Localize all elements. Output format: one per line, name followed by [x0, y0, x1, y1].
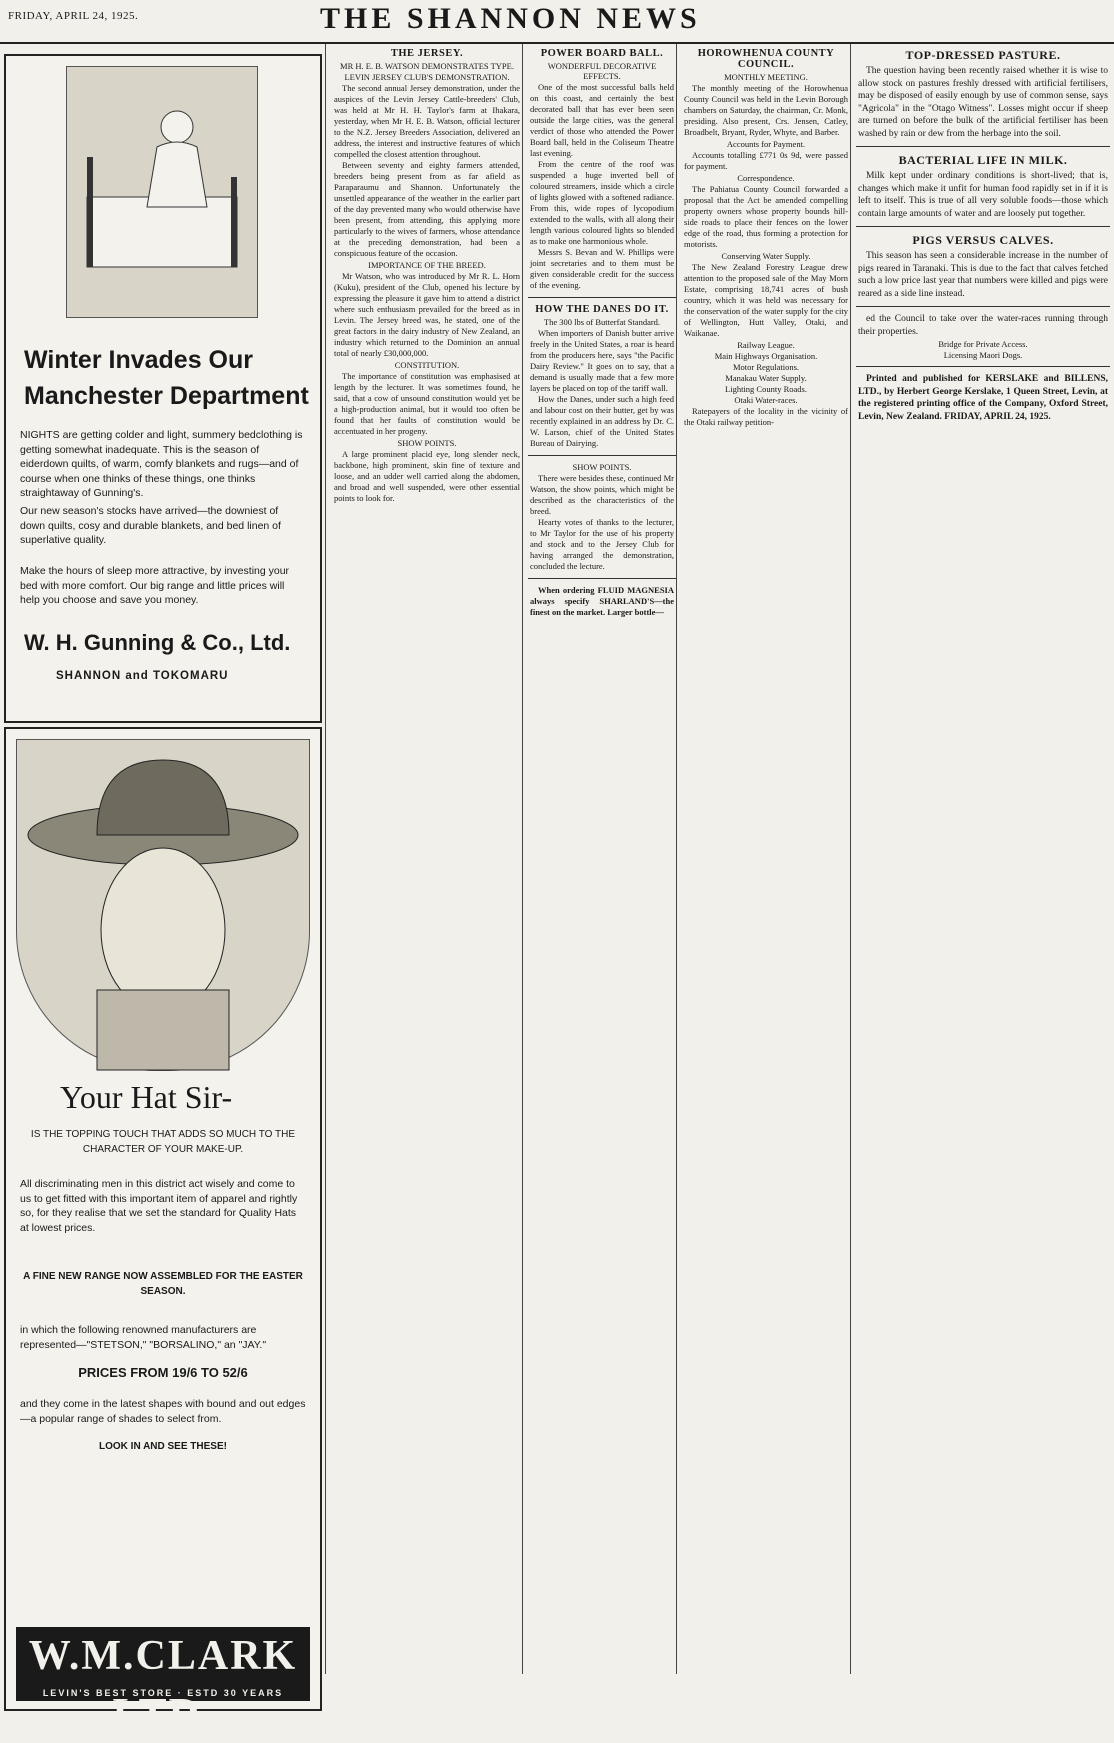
bed-icon [67, 67, 257, 317]
article-heading: THE JERSEY. [390, 48, 464, 59]
bedroom-illustration [66, 66, 258, 318]
article-paragraph: The New Zealand Forestry League drew attention to the proposed sale of the May Morn Estate, comprising 18,741 acres of bush country, which it was held was necessary for the conservation of the water supply for the city of Wellington, Hutt Valley, Otaki, and Waikanae. [684, 262, 848, 338]
article-subheading: Licensing Maori Dogs. [943, 350, 1023, 360]
article-heading: TOP-DRESSED PASTURE. [905, 48, 1061, 62]
article-paragraph: When importers of Danish butter arrive freely in the United States, a roar is heard from the producers here, says "the Pacific Dairy Review." It goes on to say, that a demand is usually made that a few more layers be placed on top of the tariff wall. [530, 328, 674, 393]
clark-logo [16, 1627, 310, 1737]
ad-hat-paragraph-2: in which the following renowned manufacturers are represented—"STETSON," "BORSALINO," an "JAY." [20, 1324, 267, 1351]
article-subheading: Accounts for Payment. [726, 139, 806, 149]
article-paragraph: Messrs S. Bevan and W. Phillips were joint secretaries and to them must be given considerable credit for the success of the evening. [530, 247, 674, 290]
article-paragraph: Between seventy and eighty farmers attended, breeders being present from as far afield as Paraparaumu and Shannon. Unfortunately the unsettled appearance of the weather in the earlier part of the day prevented many who would otherwise have been present, from attending, this applying more particularly to the wives of farmers, whose attendance at the preceding demonstration, had been a conspicuous feature of the occasion. [334, 160, 520, 258]
article-paragraph: The importance of constitution was emphasised at length by the lecturer. It was sometimes found, he said, that a cow of unsound constitution would yet be a high-production animal, but it would too often be found that her faults of constitution would be accentuated in her progeny. [334, 371, 520, 436]
clark-advertisement [4, 727, 322, 1737]
divider [856, 226, 1110, 227]
article-heading: POWER BOARD BALL. [540, 48, 664, 59]
article-subheading: Manakau Water Supply. [725, 373, 807, 383]
article-subheading: MONTHLY MEETING. [724, 72, 808, 82]
article-subheading: Bridge for Private Access. [938, 339, 1028, 349]
article-heading: BACTERIAL LIFE IN MILK. [898, 153, 1068, 167]
article-subheading: CONSTITUTION. [394, 360, 460, 370]
article-subheading: Railway League. [737, 340, 795, 350]
article-paragraph: The Pahiatua County Council forwarded a proposal that the Act be amended compelling property owners whose property bounds hill-side roads to place their fences on the lower edge of the road, thus forming a protection for motorists. [684, 184, 848, 249]
article-paragraph: Hearty votes of thanks to the lecturer, to Mr Taylor for the use of his property and stock and to the Jersey Club for having arranged the demonstration, concluded the lecture. [530, 517, 674, 571]
divider [856, 366, 1110, 367]
article-subheading: SHOW POINTS. [397, 438, 457, 448]
article-subheading: WONDERFUL DECORATIVE EFFECTS. [547, 61, 657, 81]
masthead-title: THE SHANNON NEWS [320, 2, 701, 35]
divider [528, 455, 676, 456]
article-paragraph: The question having been recently raised whether it is wise to allow stock on pastures freshly dressed with artificial fertilisers, may be disposed of easily enough by use of common sense, says "Agricola" in the "Otago Witness". Losses might occur if sheep are turned on before the bulk of the artificial fertiliser has been washed by rain or dew from the herbage into the soil. [858, 66, 1108, 139]
article-subheading: Correspondence. [737, 173, 795, 183]
ad-hat-line-2: A FINE NEW RANGE NOW ASSEMBLED FOR THE EASTER SEASON. [23, 1271, 303, 1297]
article-paragraph: Ratepayers of the locality in the vicinity of the Otaki railway petition- [684, 406, 848, 427]
advertisement-column [0, 44, 326, 1737]
article-subheading: MR H. E. B. WATSON DEMONSTRATES TYPE. [340, 61, 514, 71]
ad-hat-prices: PRICES FROM 19/6 TO 52/6 [78, 1365, 248, 1380]
ad-paragraph-1: NIGHTS are getting colder and light, summery bedclothing is getting somewhat inadequate. This is the season of eiderdown quilts, of warm, comfy blankets and rugs—and of course when one thinks of these things, one thinks straightaway of Gunning's. [20, 429, 303, 499]
divider [528, 578, 676, 579]
article-heading: PIGS VERSUS CALVES. [912, 233, 1054, 247]
ad-hat-headline: Your Hat Sir- [60, 1079, 233, 1115]
article-paragraph: How the Danes, under such a high feed and labour cost on their butter, get by was recently explained in an address by Dr. C. W. Larson, chief of the United States Bureau of Dairying. [530, 394, 674, 448]
article-paragraph: One of the most successful balls held on this coast, and certainly the best decorated ball that has ever been seen outside the large cities, was the general verdict of those who attended the Power Board ball, held in the Coliseum Theatre last evening. [530, 82, 674, 158]
article-subheading: Main Highways Organisation. [714, 351, 818, 361]
article-column-farming [856, 44, 1110, 1674]
article-paragraph: Accounts totalling £771 0s 9d, were passed for payment. [684, 150, 848, 171]
ad-company-name: W. H. Gunning & Co., Ltd. [24, 630, 291, 655]
article-paragraph: A large prominent placid eye, long slender neck, backbone, high prominent, skin fine of texture and loose, and an udder well carried along the abdomen, and broad and well suspended, were other essential points to look for. [334, 449, 520, 503]
article-subheading: The 300 lbs of Butterfat Standard. [543, 317, 661, 327]
article-paragraph: From the centre of the roof was suspended a huge inverted bell of coloured streamers, inside which a circle of lights glowed with a softened radiance. From this, wide ropes of lycopodium extended to the walls, with all along their length various coloured lights so blended as to make one harmonious whole. [530, 159, 674, 246]
printer-imprint: Printed and published for KERSLAKE and BILLENS, LTD., by Herbert George Kerslake, 1 Queen Street, Levin, at the registered printing office of the Company, Oxford Street, Levin, New Zealand. FRIDAY, APRIL 24, 1925. [858, 374, 1108, 422]
clark-logo-subtitle: LEVIN'S BEST STORE · ESTD 30 YEARS [42, 1688, 284, 1698]
article-paragraph: The monthly meeting of the Horowhenua County Council was held in the Levin Borough chambers on Saturday, the chairman, Cr. Monk, presiding. Also present, Crs. Jensen, Catley, Broadbelt, Bryant, Ryder, Whyte, and Barber. [684, 83, 848, 137]
article-paragraph: There were besides these, continued Mr Watson, the show points, which might be described as the characteristics of the breed. [530, 473, 674, 516]
article-subheading: IMPORTANCE OF THE BREED. [368, 260, 486, 270]
article-subheading: LEVIN JERSEY CLUB'S DEMONSTRATION. [344, 72, 510, 82]
article-heading: HOROWHENUA COUNTY COUNCIL. [697, 48, 835, 70]
article-column-ball [528, 44, 677, 1674]
ad-hat-line-1: IS THE TOPPING TOUCH THAT ADDS SO MUCH TO THE CHARACTER OF YOUR MAKE-UP. [30, 1129, 296, 1155]
article-paragraph: Milk kept under ordinary conditions is short-lived; that is, changes which make it unfit for human food rapidly set in if it is left to itself. This is true of all very soluble foods—those which contain large amounts of water and are loosely put together. [858, 171, 1108, 219]
article-subheading: Motor Regulations. [732, 362, 800, 372]
divider [856, 146, 1110, 147]
gunning-advertisement [4, 54, 322, 723]
article-paragraph: This season has seen a considerable increase in the number of pigs reared in Taranaki. This is due to the fact that calves fetched such a low price last year that numbers were killed and pigs were reared as a side line instead. [858, 251, 1108, 299]
advertisement-snippet: When ordering FLUID MAGNESIA always specify SHARLAND'S—the finest on the market. Larger bottle— [530, 585, 674, 617]
hat-icon [17, 740, 309, 1070]
article-column-council [682, 44, 851, 1674]
article-paragraph: ed the Council to take over the water-races running through their properties. [858, 314, 1108, 337]
ad-hat-line-3: LOOK IN AND SEE THESE! [99, 1441, 227, 1452]
divider [528, 297, 676, 298]
man-in-hat-illustration [16, 739, 310, 1071]
ad-headline-1: Winter Invades Our [24, 346, 253, 374]
article-subheading: Lighting County Roads. [725, 384, 807, 394]
masthead [0, 0, 1114, 44]
ad-headline-2: Manchester Department [24, 382, 309, 410]
ad-paragraph-2: Our new season's stocks have arrived—the downiest of down quilts, cosy and durable blankets, and bed linen of superlative quality. [20, 505, 281, 546]
article-paragraph: The second annual Jersey demonstration, under the auspices of the Levin Jersey Cattle-breeders' Club, was held at Mr H. H. Taylor's farm at Ihakara, yesterday, when Mr H. E. B. Watson, official lecturer to the N.Z. Jersey Breeders Association, delivered an address, the interest and instructive features of which compelled the closest attention throughout. [334, 83, 520, 159]
article-paragraph: Mr Watson, who was introduced by Mr R. L. Horn (Kuku), president of the Club, opened his lecture by expressing the pleasure it gave him to attend a district where such enthusiasm prevailed for the breed as in Levin. The Jersey breed was, he stated, one of the great factors in the dairy industry of New Zealand, an industry which returned to the Dominion an annual total of nearly £30,000,000. [334, 271, 520, 358]
article-column-jersey [332, 44, 523, 1674]
article-subheading: SHOW POINTS. [572, 462, 632, 472]
ad-hat-paragraph-1: All discriminating men in this district act wisely and come to us to get fitted with this important item of apparel and rightly so, for they realise that we set the standard for Quality Hats at lowest prices. [20, 1178, 298, 1234]
ad-hat-paragraph-3: and they come in the latest shapes with bound and out edges—a popular range of shades to select from. [20, 1398, 306, 1425]
masthead-date: FRIDAY, APRIL 24, 1925. [8, 10, 139, 22]
article-heading: HOW THE DANES DO IT. [535, 304, 669, 315]
article-subheading: Otaki Water-races. [734, 395, 798, 405]
clark-logo-text: W.M.CLARK LTD. [28, 1633, 298, 1737]
divider [856, 306, 1110, 307]
ad-location: SHANNON and TOKOMARU [56, 670, 229, 682]
article-subheading: Conserving Water Supply. [721, 251, 811, 261]
ad-paragraph-3: Make the hours of sleep more attractive, by investing your bed with more comfort. Our big range and little prices will help you choose and save you money. [20, 565, 290, 606]
